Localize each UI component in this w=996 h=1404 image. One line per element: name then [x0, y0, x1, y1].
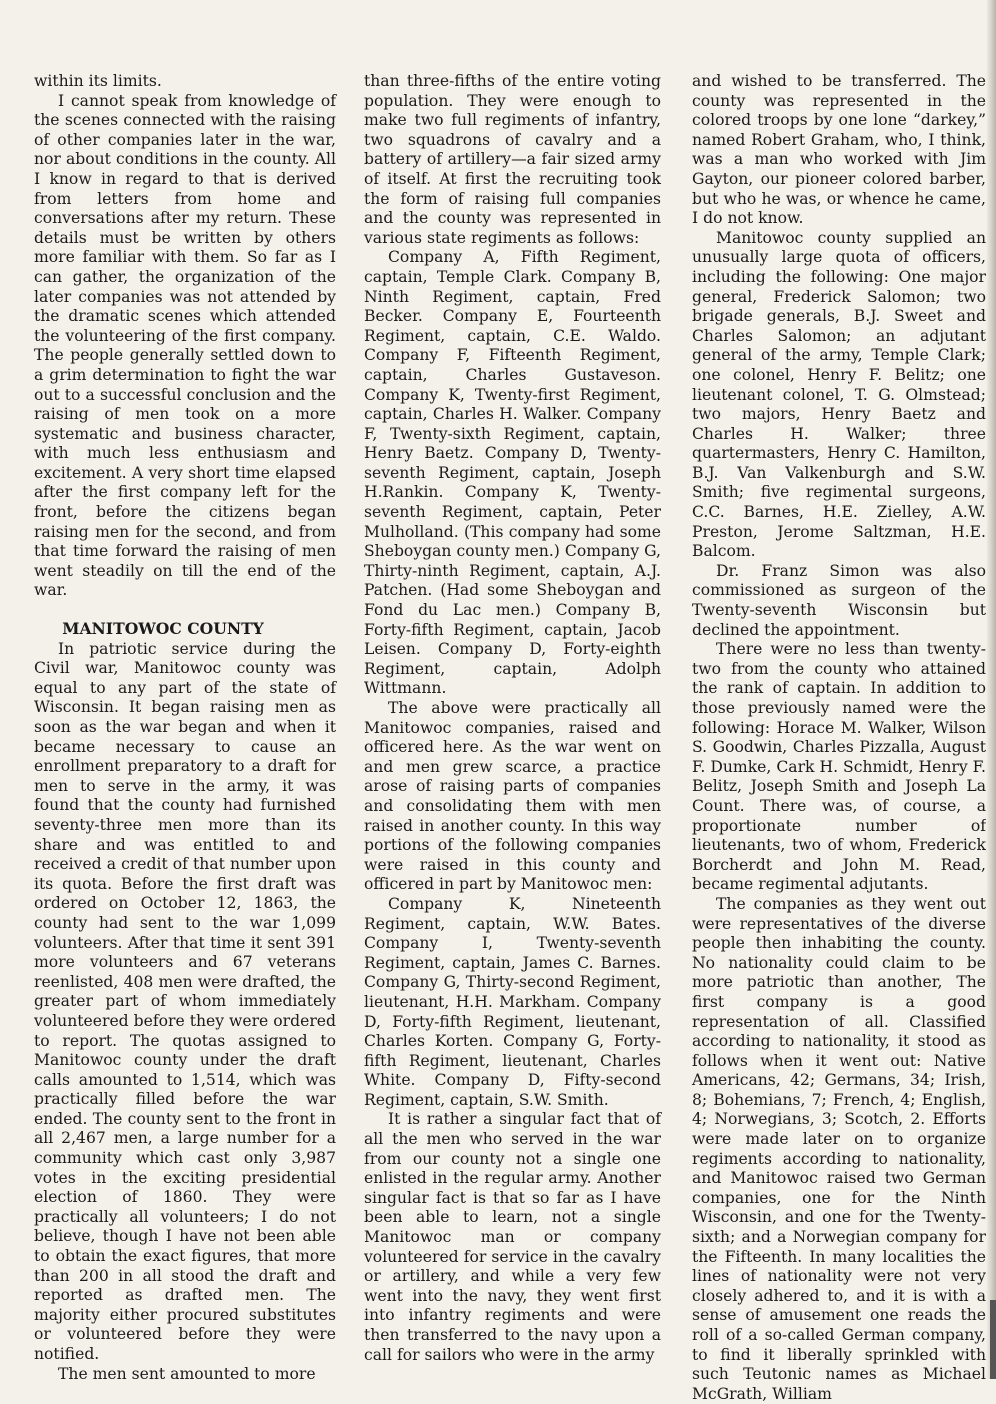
paragraph: The men sent amounted to more	[58, 1364, 316, 1383]
paragraph: The companies as they went out were representatives of the diverse people then inhabiting the county. No nationality could claim to be more patriotic than another, The first company is a good representation of all. Classified according to nationality, it stood as follows when it went out: Native Americans, 42; Germans, 34; Irish, 8; Bohemians, 7; French, 4; English, 4; Norwegians, 3; Scotch, 2. Efforts were made later on to organize regiments according to nationality, and Manitowoc raised two German companies, one for the Ninth Wisconsin, and one for the Twenty-sixth; and a Norwegian company for the Fifteenth. In many localities the lines of nationality were not very closely adhered to, and it is with a sense of amusement one reads the roll of a so-called German company, to find it liberally sprinkled with such Teutonic names as Michael McGrath, William	[692, 894, 986, 1403]
paragraph: Company K, Nineteenth Regiment, captain, W.W. Bates. Company I, Twenty-seventh Regiment, captain, James C. Barnes. Company G, Thirty-second Regiment, lieutenant, H.H. Markham. Company D, Forty-fifth Regiment, lieutenant, Charles Korten. Company G, Forty-fifth Regiment, lieutenant, Charles White. Company D, Fifty-second Regiment, captain, S.W. Smith.	[364, 894, 661, 1109]
section-heading: MANITOWOC COUNTY	[62, 619, 264, 639]
page-edge-shadow	[986, 0, 996, 1379]
column-middle	[364, 72, 661, 1365]
column-left	[34, 72, 336, 1384]
page-edge-dark	[990, 1300, 996, 1379]
paragraph: Dr. Franz Simon was also commissioned as surgeon of the Twenty-seventh Wisconsin but declined the appointment.	[692, 561, 986, 639]
paragraph: I cannot speak from knowledge of the scenes connected with the raising of other companies later in the war, nor about conditions in the county. All I know in regard to that is derived from letters from home and conversations after my return. These details must be written by others more familiar with them. So far as I can gather, the organization of the later companies was not attended by the dramatic scenes which attended the volunteering of the first company. The people generally settled down to a grim determination to fight the war out to a successful conclusion and the raising of men took on a more systematic and business character, with much less enthusiasm and excitement. A very short time elapsed after the first company left for the front, before the citizens began raising men for the second, and from that time forward the raising of men went steadily on till the end of the war.	[34, 91, 336, 600]
paragraph: In patriotic service during the Civil war, Manitowoc county was equal to any part of the state of Wisconsin. It began raising men as soon as the war began and when it became necessary to cause an enrollment preparatory to a draft for men to serve in the army, it was found that the county had furnished seventy-three men more than its share and was entitled to and received a credit of that number upon its quota. Before the first draft was ordered on October 12, 1863, the county had sent to the war 1,099 volunteers. After that time it sent 391 more volunteers and 67 veterans reenlisted, 408 men were drafted, the greater part of whom immediately volunteered before they were ordered to report. The quotas assigned to Manitowoc county under the draft calls amounted to 1,514, which was practically filled before the war ended. The county sent to the front in all 2,467 men, a large number for a community which cast only 3,987 votes in the exciting presidential election of 1860. They were practically all volunteers; I do not believe, though I have not been able to obtain the exact figures, that more than 200 in all stood the draft and reported as drafted men. The majority either procured substitutes or volunteered before they were notified.	[34, 639, 336, 1363]
paragraph: within its limits.	[34, 72, 162, 90]
paragraph: It is rather a singular fact that of all the men who served in the war from our county not a single one enlisted in the regular army. Another singular fact is that so far as I have been able to learn, not a single Manitowoc man or company volunteered for service in the cavalry or artillery, and while a very few went into the navy, they went first into infantry regiments and were then transferred to the navy upon a call for sailors who were in the army	[364, 1110, 661, 1364]
paragraph: Manitowoc county supplied an unusually large quota of officers, including the following: One major general, Frederick Salomon; two brigade generals, B.J. Sweet and Charles Salomon; an adjutant general of the army, Temple Clark; one colonel, Henry F. Belitz; one lieutenant colonel, T. G. Olmstead; two majors, Henry Baetz and Charles H. Walker; three quartermasters, Henry C. Hamilton, B.J. Van Valkenburgh and S.W. Smith; five regimental surgeons, C.C. Barnes, H.E. Zielley, A.W. Preston, Jerome Saltzman, H.E. Balcom.	[692, 228, 986, 561]
paragraph: than three-fifths of the entire voting population. They were enough to make two full regiments of infantry, two squadrons of cavalry and a battery of artillery—a fair sized army of itself. At first the recruiting took the form of raising full companies and the county was represented in various state regiments as follows:	[364, 72, 661, 247]
column-right	[692, 72, 986, 1404]
paragraph: The above were practically all Manitowoc companies, raised and officered here. As the war went on and men grew scarce, a practice arose of raising parts of companies and consolidating them with men raised in another county. In this way portions of the following companies were raised in this county and officered in part by Manitowoc men:	[364, 699, 661, 894]
paragraph: Company A, Fifth Regiment, captain, Temple Clark. Company B, Ninth Regiment, captain, Fred Becker. Company E, Fourteenth Regiment, captain, C.E. Waldo. Company F, Fifteenth Regiment, captain, Charles Gustaveson. Company K, Twenty-first Regiment, captain, Charles H. Walker. Company F, Twenty-sixth Regiment, captain, Henry Baetz. Company D, Twenty-seventh Regiment, captain, Joseph H.Rankin. Company K, Twenty-seventh Regiment, captain, Peter Mulholland. (This company had some Sheboygan county men.) Company G, Thirty-ninth Regiment, captain, A.J. Patchen. (Had some Sheboygan and Fond du Lac men.) Company B, Forty-fifth Regiment, captain, Jacob Leisen. Company D, Forty-eighth Regiment, captain, Adolph Wittmann.	[364, 248, 661, 698]
paragraph: There were no less than twenty-two from the county who attained the rank of captain. In addition to those previously named were the following: Horace M. Walker, Wilson S. Goodwin, Charles Pizzalla, August F. Dumke, Cark H. Schmidt, Henry F. Belitz, Joseph Smith and Joseph La Count. There was, of course, a proportionate number of lieutenants, two of whom, Frederick Borcherdt and John M. Read, became regimental adjutants.	[692, 640, 986, 894]
paragraph: and wished to be transferred. The county was represented in the colored troops by one lone “darkey,” named Robert Graham, who, I think, was a man who worked with Jim Gayton, our pioneer colored barber, but who he was, or whence he came, I do not know.	[692, 72, 986, 228]
